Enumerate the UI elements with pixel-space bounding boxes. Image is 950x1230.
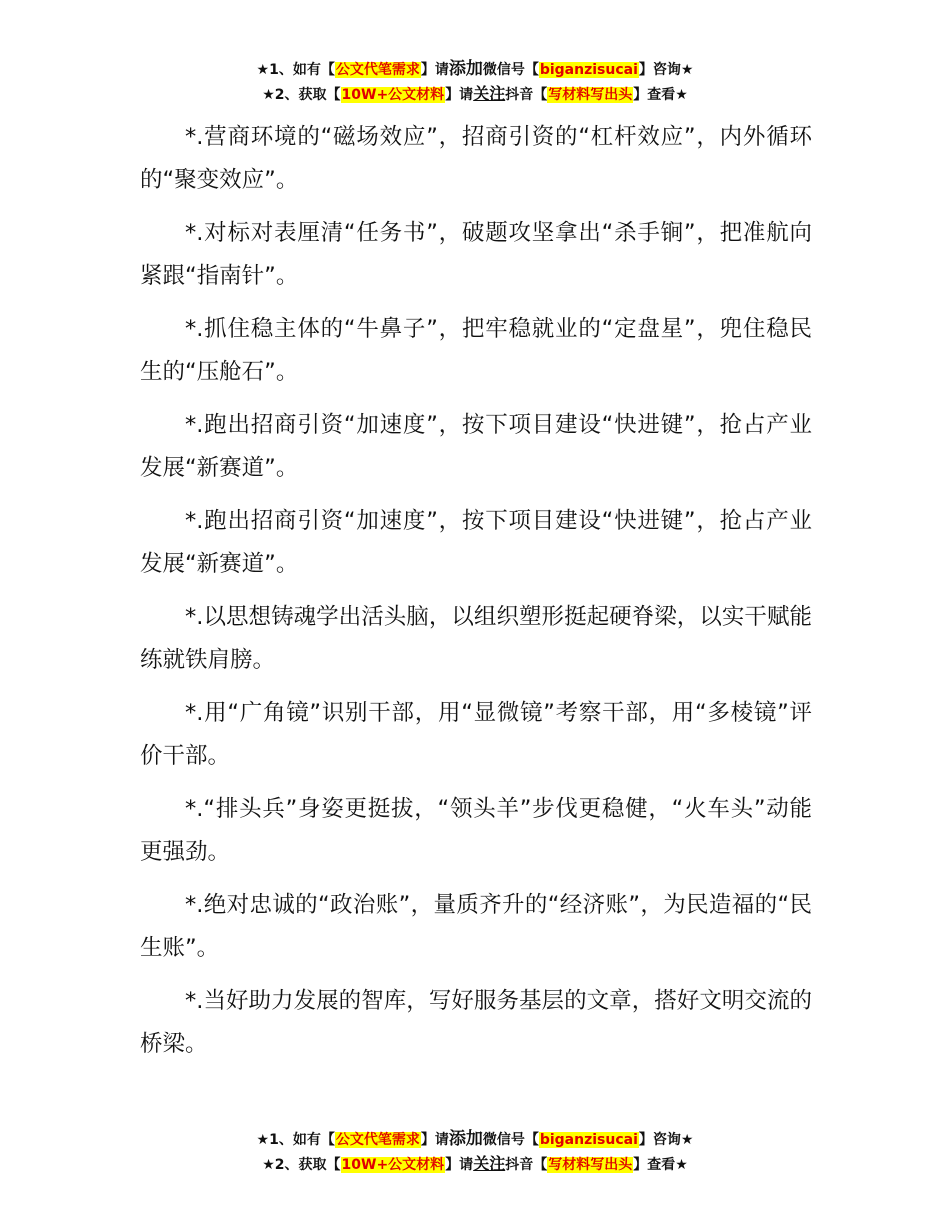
promo-text: 】请	[445, 1157, 474, 1173]
highlight-wechat-id: biganzisucai	[539, 62, 638, 78]
phrase-paragraph: *.抓住稳主体的“牛鼻子”，把牢稳就业的“定盘星”，兜住稳民生的“压舱石”。	[140, 316, 812, 385]
highlight-materials: 10W+公文材料	[341, 87, 445, 103]
promo-text: 】咨询★	[638, 1132, 694, 1148]
phrase-paragraph: *.绝对忠诚的“政治账”，量质齐升的“经济账”，为民造福的“民生账”。	[140, 892, 812, 961]
promo-line-2	[0, 1152, 950, 1177]
highlight-wechat-id: biganzisucai	[539, 1132, 638, 1148]
promo-line-1	[0, 1128, 950, 1152]
promo-text: ★1、如有【	[256, 62, 335, 78]
phrase-paragraph: *.对标对表厘清“任务书”，破题攻坚拿出“杀手锏”，把准航向紧跟“指南针”。	[140, 220, 812, 289]
promo-text: ★2、获取【	[262, 1157, 341, 1173]
promo-text: 】请	[445, 87, 474, 103]
promo-line-1	[0, 58, 950, 82]
phrase-paragraph: *.跑出招商引资“加速度”，按下项目建设“快进键”，抢占产业发展“新赛道”。	[140, 412, 812, 481]
promo-text: 】查看★	[633, 87, 688, 103]
highlight-douyin-id: 写材料写出头	[548, 87, 633, 103]
phrase-paragraph: *.营商环境的“磁场效应”，招商引资的“杠杆效应”，内外循环的“聚变效应”。	[140, 124, 812, 193]
promo-text: ★2、获取【	[262, 87, 341, 103]
highlight-service: 公文代笔需求	[335, 1132, 420, 1148]
promo-text: 】请	[420, 62, 449, 78]
phrase-paragraph: *.当好助力发展的智库，写好服务基层的文章，搭好文明交流的桥梁。	[140, 988, 812, 1057]
promo-text: 微信号【	[482, 1132, 539, 1148]
promo-text: 微信号【	[482, 62, 539, 78]
promo-text: ★1、如有【	[256, 1132, 335, 1148]
promo-text: 】咨询★	[638, 62, 694, 78]
highlight-service: 公文代笔需求	[335, 62, 420, 78]
header-promo-banner	[0, 58, 950, 107]
promo-text: 抖音【	[505, 1157, 548, 1173]
phrase-paragraph: *.跑出招商引资“加速度”，按下项目建设“快进键”，抢占产业发展“新赛道”。	[140, 508, 812, 577]
phrase-paragraph: *.“排头兵”身姿更挺拔，“领头羊”步伐更稳健，“火车头”动能更强劲。	[140, 796, 812, 865]
promo-text: 】查看★	[633, 1157, 688, 1173]
promo-emphasis: 添加	[448, 1129, 483, 1149]
phrase-paragraph: *.以思想铸魂学出活头脑，以组织塑形挺起硬脊梁，以实干赋能练就铁肩膀。	[140, 604, 812, 673]
promo-emphasis: 关注	[473, 84, 506, 103]
promo-text: 抖音【	[505, 87, 548, 103]
document-body	[140, 116, 812, 1076]
highlight-materials: 10W+公文材料	[341, 1157, 445, 1173]
promo-text: 】请	[420, 1132, 449, 1148]
footer-promo-banner	[0, 1128, 950, 1177]
highlight-douyin-id: 写材料写出头	[548, 1157, 633, 1173]
promo-emphasis: 关注	[473, 1154, 506, 1173]
promo-emphasis: 添加	[448, 59, 483, 79]
promo-line-2	[0, 82, 950, 107]
phrase-paragraph: *.用“广角镜”识别干部，用“显微镜”考察干部，用“多棱镜”评价干部。	[140, 700, 812, 769]
